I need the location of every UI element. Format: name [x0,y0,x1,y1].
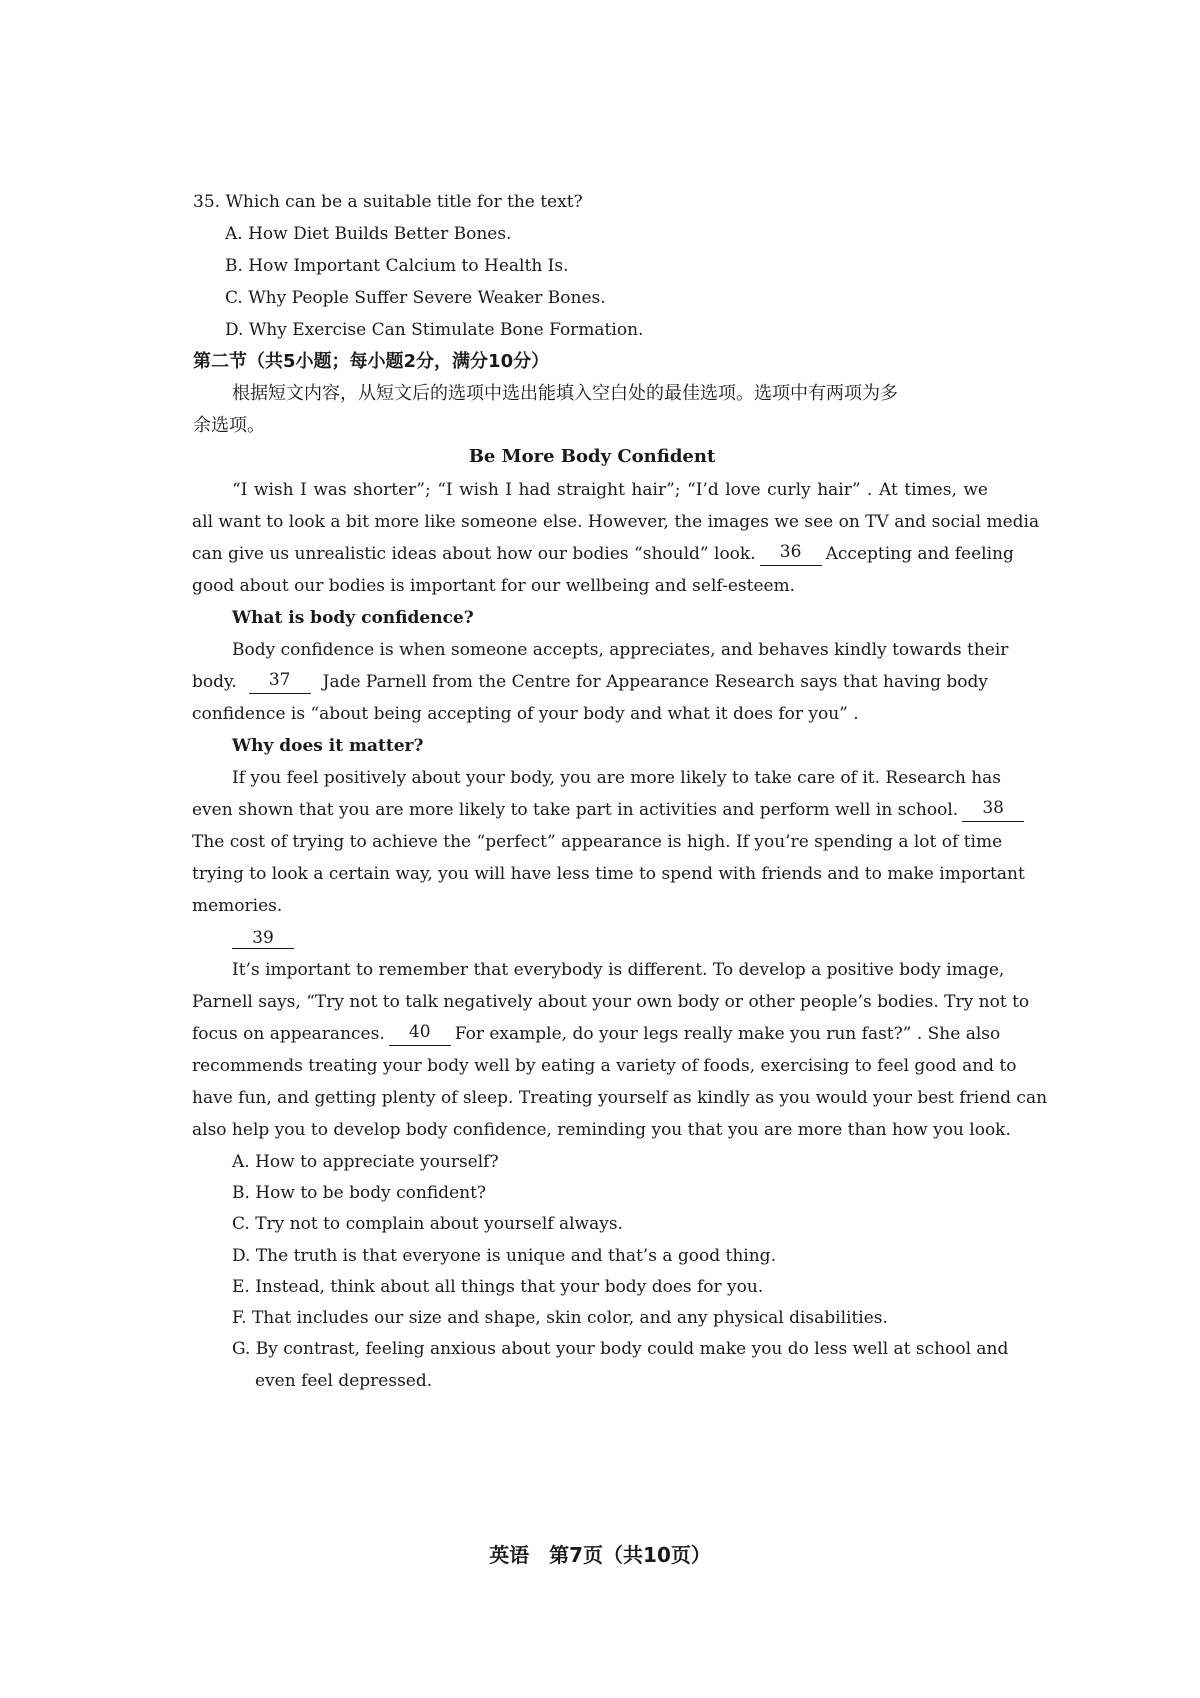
p2-line2-tail: Jade Parnell from the Centre for Appearance Research says that having body [322,672,988,692]
heading-why-does-it-matter: Why does it matter? [232,736,424,756]
choice-b: B. How to be body confident? [232,1183,487,1203]
page-footer: 英语 第7页（共10页） [489,1543,711,1567]
section-instruction-line1: 根据短文内容，从短文后的选项中选出能填入空白处的最佳选项。选项中有两项为多 [232,383,898,404]
choice-d: D. The truth is that everyone is unique and that’s a good thing. [232,1246,776,1266]
q35-option-c: C. Why People Suffer Severe Weaker Bones. [225,288,606,308]
choice-g-continued: even feel depressed. [255,1371,433,1391]
p2-line3: confidence is “about being accepting of your body and what it does for you” . [192,704,859,724]
blank-40: 40 [389,1022,451,1046]
p4-line3-tail: For example, do your legs really make you run fast?” . She also [454,1024,1001,1044]
p2-line2 [192,670,988,694]
blank-37: 37 [249,670,311,694]
blank-39: 39 [232,928,294,949]
question-35-stem: 35. Which can be a suitable title for the text? [193,192,583,212]
p1-line2: all want to look a bit more like someone else. However, the images we see on TV and social media [192,512,1040,532]
p3-line5: memories. [192,896,283,916]
choice-a: A. How to appreciate yourself? [232,1152,499,1172]
p3-line4: trying to look a certain way, you will have less time to spend with friends and to make important [192,864,1025,884]
blank-36: 36 [760,542,822,566]
q35-option-b: B. How Important Calcium to Health Is. [225,256,569,276]
choice-c: C. Try not to complain about yourself always. [232,1214,623,1234]
p1-line4: good about our bodies is important for our wellbeing and self-esteem. [192,576,796,596]
p4-line2: Parnell says, “Try not to talk negatively about your own body or other people’s bodies. Try not to [192,992,1030,1012]
p4-line6: also help you to develop body confidence, reminding you that you are more than how you look. [192,1120,1011,1140]
p4-line1: It’s important to remember that everybody is different. To develop a positive body image, [232,960,1005,980]
blank-38: 38 [962,798,1024,822]
q35-option-d: D. Why Exercise Can Stimulate Bone Formation. [225,320,644,340]
p3-line1: If you feel positively about your body, you are more likely to take care of it. Research has [232,768,1002,788]
section-header: 第二节（共5小题；每小题2分，满分10分） [193,351,550,372]
p4-line3 [192,1022,1001,1046]
choice-g: G. By contrast, feeling anxious about your body could make you do less well at school and [232,1339,1009,1359]
p2-line1: Body confidence is when someone accepts, appreciates, and behaves kindly towards their [232,640,1009,660]
p4-line4: recommends treating your body well by eating a variety of foods, exercising to feel good and to [192,1056,1017,1076]
blank-39-row [228,926,298,950]
p2-line2-text: body. [192,672,237,692]
p3-line2 [192,798,1004,822]
p1-line3 [192,542,1014,566]
choice-f: F. That includes our size and shape, skin color, and any physical disabilities. [232,1308,888,1328]
choice-e: E. Instead, think about all things that your body does for you. [232,1277,764,1297]
p4-line3-text: focus on appearances. [192,1024,385,1044]
p1-line3-tail: Accepting and feeling [825,544,1014,564]
p3-line3: The cost of trying to achieve the “perfect” appearance is high. If you’re spending a lot of time [192,832,1003,852]
heading-what-is-body-confidence: What is body confidence? [232,608,474,628]
p1-line1: “I wish I was shorter”; “I wish I had straight hair”; “I’d love curly hair” . At times, we [232,480,988,500]
p4-line5: have fun, and getting plenty of sleep. Treating yourself as kindly as you would your best friend can [192,1088,1048,1108]
p3-line2-text: even shown that you are more likely to take part in activities and perform well in school. [192,800,959,820]
section-instruction-line2: 余选项。 [193,415,265,436]
passage-title: Be More Body Confident [468,446,716,467]
q35-option-a: A. How Diet Builds Better Bones. [225,224,512,244]
p1-line3-text: can give us unrealistic ideas about how our bodies “should” look. [192,544,756,564]
